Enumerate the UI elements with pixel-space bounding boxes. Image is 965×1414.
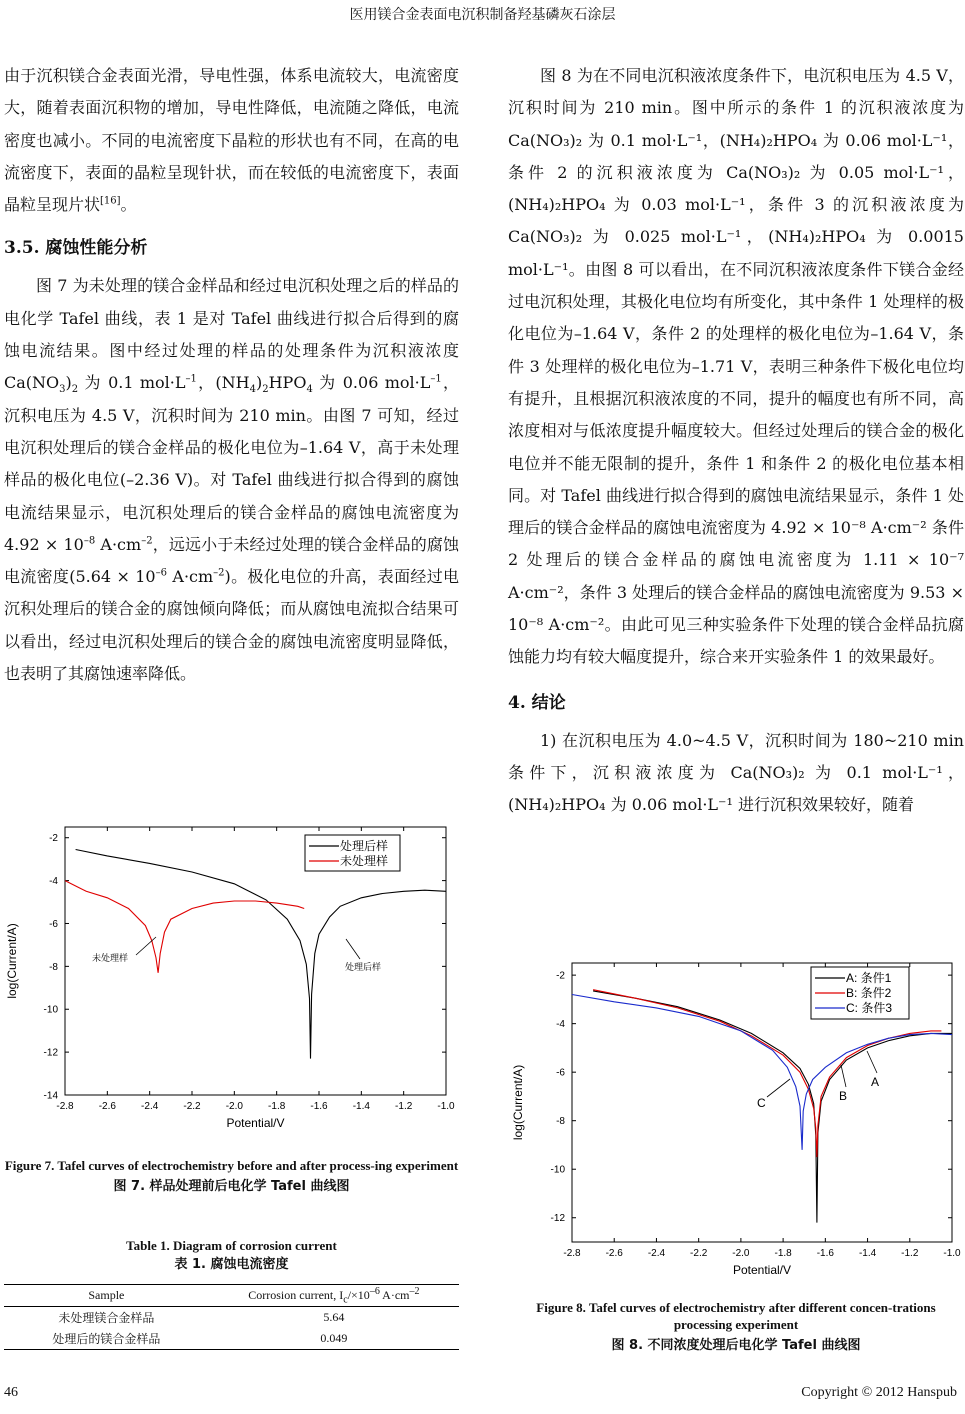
annotation-label: B: [839, 1089, 848, 1103]
y-tick-label: -14: [43, 1090, 58, 1102]
x-tick-label: -1.8: [774, 1248, 792, 1259]
x-tick-label: -2.2: [690, 1248, 708, 1259]
cell-sample: 未处理镁合金样品: [58, 1311, 155, 1325]
y-tick-label: -4: [556, 1019, 565, 1031]
annotation-label: A: [871, 1075, 880, 1089]
cell-value: 5.64: [323, 1310, 345, 1324]
x-tick-label: -2.4: [141, 1101, 159, 1112]
y-tick-label: -2: [49, 833, 58, 845]
x-tick-label: -2.6: [605, 1248, 623, 1259]
figure-8-caption-cn: 图 8. 不同浓度处理后电化学 Tafel 曲线图: [611, 1338, 861, 1353]
x-tick-label: -1.4: [858, 1248, 877, 1259]
x-tick-label: -1.0: [943, 1248, 961, 1259]
y-tick-label: -6: [49, 918, 58, 930]
paragraph-concentration: 图 8 为在不同电沉积液浓度条件下，电沉积电压为 4.5 V，沉积时间为 210 min。图中所示的条件 1 的沉积液浓度为 Ca(NO₃)₂ 为 0.1 mol·L⁻¹，(NH₄)₂HPO₄ 为 0.06 mol·L⁻¹，条件 2 的沉积液浓度为 Ca(NO₃)₂ 为 0.05 mol·L⁻¹，(NH₄)₂HPO₄ 为 0.03 mol·L⁻¹，条件 3 的沉积液浓度为 Ca(NO₃)₂ 为 0.025 mol·L⁻¹，(NH₄)₂HPO₄ 为 0.0015 mol·L⁻¹。由图 8 可以看出，在不同沉积液浓度条件下镁合金经过电沉积处理，其极化电位均有所变化，其中条件 1 处理样的极化电位为–1.64 V，条件 2 的处理样的极化电位为–1.64 V，条件 3 处理样的极化电位为–1.71 V，表明三种条件下极化电位均有提升，且根据沉积液浓度的不同，提升的幅度也有所不同，高浓度相对与低浓度提升幅度较大。但经过处理后的镁合金的极化电位并不能无限制的提升，条件 1 和条件 2 的极化电位基本相同。对 Tafel 曲线进行拟合得到的腐蚀电流结果显示，条件 1 处理后的镁合金样品的腐蚀电流密度为 4.92 × 10⁻⁸ A·cm⁻² 条件 2 处理后的镁合金样品的腐蚀电流密度为 1.11 × 10⁻⁷ A·cm⁻²，条件 3 处理后的镁合金样品的腐蚀电流密度为 9.53 × 10⁻⁸ A·cm⁻²。由此可见三种实验条件下处理的镁合金样品抗腐蚀能力均有较大幅度提升，综合来开实验条件 1 的效果最好。: [508, 66, 964, 667]
left-column: [4, 60, 459, 690]
table-row: [4, 1307, 459, 1329]
x-tick-label: -2.0: [732, 1248, 750, 1259]
table-1-caption-cn: 表 1. 腐蚀电流密度: [174, 1257, 289, 1272]
y-axis-label: log(Current/A): [5, 923, 19, 999]
x-tick-label: -2.8: [563, 1248, 581, 1259]
copyright: Copyright © 2012 Hanspub: [801, 1385, 957, 1400]
figure-7-caption-en: Figure 7. Tafel curves of electrochemistry before and after process-ing experiment: [4, 1158, 459, 1173]
annotation-label: 未处理样: [92, 953, 129, 963]
legend-entry: A: 条件1: [846, 971, 892, 985]
x-tick-label: -1.2: [395, 1101, 413, 1112]
y-tick-label: -4: [49, 876, 58, 888]
x-tick-label: -1.6: [310, 1101, 328, 1112]
x-axis-label: Potential/V: [732, 1263, 792, 1277]
legend-entry: B: 条件2: [846, 986, 892, 1000]
figure-8-chart: [505, 955, 965, 1285]
y-axis-label: log(Current/A): [511, 1064, 525, 1141]
x-tick-label: -1.8: [268, 1101, 286, 1112]
x-tick-label: -2.6: [98, 1101, 116, 1112]
annotation-arrow: [767, 1079, 790, 1097]
x-tick-label: -2.4: [647, 1248, 666, 1259]
y-tick-label: -10: [550, 1164, 565, 1176]
y-tick-label: -12: [43, 1047, 58, 1059]
paragraph-conclusion-1: 1) 在沉积电压为 4.0~4.5 V，沉积时间为 180~210 min 条件下，沉积液浓度为 Ca(NO₃)₂ 为 0.1 mol·L⁻¹，(NH₄)₂HPO₄ 为 0.06 mol·L⁻¹ 进行沉积效果较好，随着: [508, 730, 964, 815]
x-tick-label: -1.2: [901, 1248, 919, 1259]
series-line-1: [76, 850, 446, 1059]
running-header: 医用镁合金表面电沉积制备羟基磷灰石涂层: [349, 7, 616, 23]
x-tick-label: -2.2: [183, 1101, 201, 1112]
x-tick-label: -1.4: [352, 1101, 370, 1112]
cell-value: 0.049: [320, 1331, 348, 1345]
y-tick-label: -6: [556, 1067, 565, 1079]
col-header-corrosion-current: Corrosion current, $I_c/\times 10^{-6}$ $A\cdot cm^{-2}$: [248, 1286, 420, 1306]
x-tick-label: -2.0: [225, 1101, 243, 1112]
x-tick-label: -2.8: [56, 1101, 74, 1112]
y-tick-label: -8: [49, 961, 58, 973]
col-header-sample: Sample: [88, 1288, 125, 1302]
right-column: [508, 60, 964, 822]
legend-entry: 处理后样: [340, 839, 389, 853]
legend-entry: C: 条件3: [846, 1001, 893, 1015]
annotation-label: C: [757, 1096, 766, 1110]
y-tick-label: -12: [550, 1213, 565, 1225]
figure-8-caption-en: Figure 8. Tafel curves of electrochemistry after different concen-trations processing experiment: [536, 1300, 936, 1332]
paragraph-current-density: 由于沉积镁合金表面光滑，导电性强，体系电流较大，电流密度大，随着表面沉积物的增加，导电性降低，电流随之降低，电流密度也减小。不同的电流密度下晶粒的形状也有不同，在高的电流密度下，表面的晶粒呈现针状，而在较低的电流密度下，表面晶粒呈现片状[16]。: [4, 66, 459, 215]
table-1-caption-en: Table 1. Diagram of corrosion current: [126, 1238, 337, 1253]
x-axis-label: Potential/V: [226, 1116, 285, 1130]
x-tick-label: -1.6: [816, 1248, 834, 1259]
table-header-row: [4, 1285, 459, 1307]
annotation-arrow: [346, 939, 360, 959]
table-row: [4, 1328, 459, 1350]
corrosion-current-table: [4, 1284, 459, 1350]
annotation-label: 处理后样: [345, 962, 382, 972]
y-tick-label: -8: [556, 1116, 565, 1128]
x-tick-label: -1.0: [437, 1101, 455, 1112]
series-line-1: [593, 991, 952, 1223]
annotation-arrow: [841, 1065, 846, 1087]
y-tick-label: -2: [556, 970, 565, 982]
section-heading-conclusion: 4. 结论: [508, 692, 566, 713]
section-heading-corrosion: 3.5. 腐蚀性能分析: [4, 238, 148, 259]
page-number: 46: [4, 1385, 18, 1400]
y-tick-label: -10: [43, 1004, 58, 1016]
cell-sample: 处理后的镁合金样品: [52, 1332, 161, 1346]
figure-7-chart: [0, 815, 459, 1145]
annotation-arrow: [867, 1051, 877, 1073]
paragraph-corrosion: 图 7 为未处理的镁合金样品和经过电沉积处理之后的样品的电化学 Tafel 曲线，表 1 是对 Tafel 曲线进行拟合后得到的腐蚀电流结果。图中经过处理的样品的处理条件为沉积液浓度 $Ca(NO_3)_2$ 为 0.1 $mol\cdot L^{-1}$，$(NH_4)_2HPO_4$ 为 0.06 $mol\cdot L^{-1}$，沉积电压为 4.5 V，沉积时间为 210 min。由图 7 可知，经过电沉积处理后的镁合金样品的极化电位为–1.64 V，高于未处理样品的极化电位(–2.36 V)。对 Tafel 曲线进行拟合得到的腐蚀电流结果显示，电沉积处理后的镁合金样品的腐蚀电流密度为 $4.92 \times 10^{-8}$ $A\cdot cm^{-2}$，远远小于未经过处理的镁合金样品的腐蚀电流密度($5.64 \times 10^{-6}$ $A\cdot cm^{-2}$)。极化电位的升高，表面经过电沉积处理后的镁合金的腐蚀倾向降低；而从腐蚀电流拟合结果可以看出，经过电沉积处理后的镁合金的腐蚀电流密度明显降低，也表明了其腐蚀速率降低。: [4, 276, 460, 684]
figure-7-caption-cn: 图 7. 样品处理前后电化学 Tafel 曲线图: [113, 1179, 350, 1194]
legend-entry: 未处理样: [340, 854, 389, 868]
